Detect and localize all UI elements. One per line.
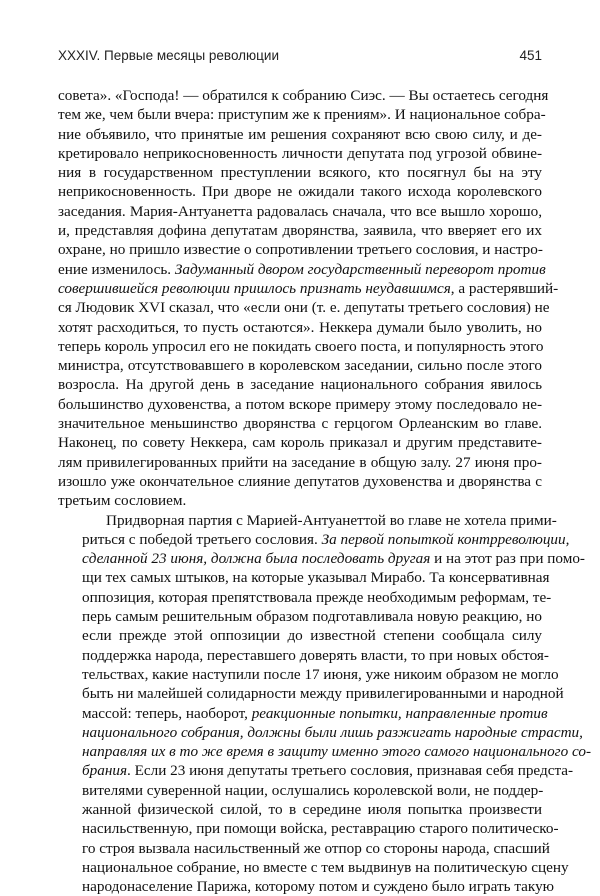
text-run: тельствах, какие наступили после 17 июня, уже никоим образом не могло (82, 665, 559, 683)
text-line (58, 704, 548, 723)
italic-run: брания (82, 762, 128, 780)
text-line (58, 163, 542, 182)
text-run: ния в государственном преступлении всякого, кто посягнул бы на эту (58, 164, 542, 182)
text-run: Наконец, по совету Неккера, сам король приказал и другим представите- (58, 434, 542, 452)
text-line (58, 723, 583, 742)
text-run: риться с победой третьего сословия. (82, 530, 322, 548)
text-line (58, 626, 542, 645)
text-run: неприкосновенность. При дворе не ожидали такого исхода королевского (58, 183, 542, 201)
text-line (58, 877, 555, 896)
text-line (58, 568, 550, 587)
text-line (58, 86, 549, 105)
text-line (58, 665, 559, 684)
text-run: ение изменилось. (58, 260, 175, 278)
text-line (58, 530, 570, 549)
italic-run: сделанной 23 июня, должна была последовать другая (82, 550, 431, 568)
text-line (58, 433, 542, 452)
text-line (58, 819, 559, 838)
text-line (58, 742, 592, 761)
text-run: жанной физической силой, то в середине июля попытка произвести (82, 800, 542, 818)
text-line (58, 260, 546, 279)
text-run: быть ни малейшей солидарности между привилегированными и народной (82, 685, 564, 703)
text-line (58, 646, 549, 665)
text-run: поддержка народа, переставшего доверять власти, то при новых обстоя- (82, 646, 549, 664)
text-line (58, 858, 569, 877)
italic-run: совершившейся революции пришлось признать неудавшимся (58, 279, 451, 297)
text-line (58, 839, 550, 858)
text-line (58, 761, 574, 780)
text-run: значительное меньшинство дворянства с герцогом Орлеанским во главе. (58, 415, 542, 433)
text-line (58, 240, 542, 259)
text-line (58, 202, 542, 221)
text-run: насильственную, при помощи войска, реставрацию старого политическо- (82, 820, 559, 838)
text-line (58, 549, 585, 568)
text-run: народонаселение Парижа, которому потом и суждено было играть такую (82, 878, 555, 896)
text-run: го строя вызвала насильственный же отпор со стороны народа, спасший (82, 839, 550, 857)
italic-run: направляя их в то же время в защиту именно этого самого национального со- (82, 743, 592, 761)
text-line (58, 395, 542, 414)
text-line (58, 511, 557, 530)
paragraph (58, 86, 559, 511)
text-run: возросла. На другой день в заседание национального собрания явилось (58, 376, 542, 394)
text-line (58, 607, 542, 626)
text-run: ние объявило, что принятые им решения сохраняют всю свою силу, и де- (58, 125, 542, 143)
text-line (58, 318, 542, 337)
text-run: если прежде этой оппозиции до известной степени сообщала силу (82, 627, 542, 645)
text-line (58, 453, 542, 472)
italic-run: реакционные попытки, направленные против (251, 704, 548, 722)
text-line (58, 684, 564, 703)
text-run: лям привилегированных прийти на заседание в общую залу. 27 июня про- (58, 453, 542, 471)
text-run: и на этот раз при помо- (430, 550, 585, 568)
text-line (58, 800, 542, 819)
paragraph (58, 511, 592, 896)
text-run: вителями суверенной нации, ослушались королевской воли, не поддер- (82, 781, 544, 799)
text-run: массой: теперь, наоборот, (82, 704, 252, 722)
text-run: , а растерявший- (450, 279, 559, 297)
text-run: оппозиция, которая препятствовала прежде необходимым реформам, те- (82, 588, 552, 606)
text-line (58, 125, 542, 144)
text-line (58, 588, 552, 607)
text-line (58, 781, 542, 800)
text-line (58, 182, 542, 201)
text-run: третьим сословием. (58, 492, 187, 510)
text-run: совета». «Господа! — обратился к собранию Сиэс. — Вы остаетесь сегодня (58, 87, 549, 104)
text-run: национальное собрание, но вместе с тем выдвинув на политическую сцену (82, 858, 569, 876)
running-head (58, 48, 542, 68)
page-number: 451 (519, 48, 542, 63)
text-line (58, 105, 546, 124)
text-run: хотят расходиться, то пусть остаются». Неккера думали было уволить, но (58, 318, 542, 336)
text-run: Придворная партия с Марией-Антуанеттой во главе не хотела прими- (106, 511, 557, 529)
text-run: кретировало неприкосновенность личности депутата под угрозой обвине- (58, 144, 542, 162)
italic-run: За первой попыткой контрреволюции, (321, 530, 570, 548)
italic-run: Задуманный двором государственный переворот против (174, 260, 546, 278)
text-run: щи тех самых штыков, на которые указывал Мирабо. Та консервативная (82, 569, 550, 587)
text-line (58, 221, 542, 240)
text-run: министра, отсутствовавшего в королевском заседании, сильно после этого (58, 357, 542, 375)
text-run: тем же, чем были вчера: приступим же к прениям». И национальное собра- (58, 106, 546, 124)
text-line (58, 279, 559, 298)
text-line (58, 337, 542, 356)
text-run: охране, но пришло известие о сопротивлении третьего сословия, и настро- (58, 241, 543, 259)
text-run: и, представляя дофина депутатам дворянства, заявила, что вверяет его их (58, 222, 542, 240)
text-run: изошло уже окончательное слияние депутатов духовенства и дворянства с (58, 472, 542, 490)
text-run: . Если 23 июня депутаты третьего сословия, признавая себя предста- (127, 762, 574, 780)
text-run: ся Людовик XVI сказал, что «если они (т. е. депутаты третьего сословия) не (58, 299, 550, 317)
text-line (58, 298, 550, 317)
text-run: перь самым решительным образом подготавливала новую реакцию, но (82, 608, 542, 626)
body-text (58, 86, 592, 896)
text-line (58, 491, 542, 510)
text-line (58, 472, 542, 491)
text-line (58, 144, 542, 163)
text-line (58, 375, 542, 394)
text-run: большинство духовенства, а потом вскоре примеру этому последовало не- (58, 395, 542, 413)
italic-run: национального собрания, должны были лишь разжигать народные страсти, (82, 723, 583, 741)
text-line (58, 356, 542, 375)
chapter-title: XXXIV. Первые месяцы революции (58, 48, 279, 63)
text-run: заседания. Мария-Антуанетта радовалась сначала, что все вышло хорошо, (58, 202, 542, 220)
text-run: теперь король упросил его не покидать своего поста, и популярность этого (58, 337, 544, 355)
text-line (58, 414, 542, 433)
